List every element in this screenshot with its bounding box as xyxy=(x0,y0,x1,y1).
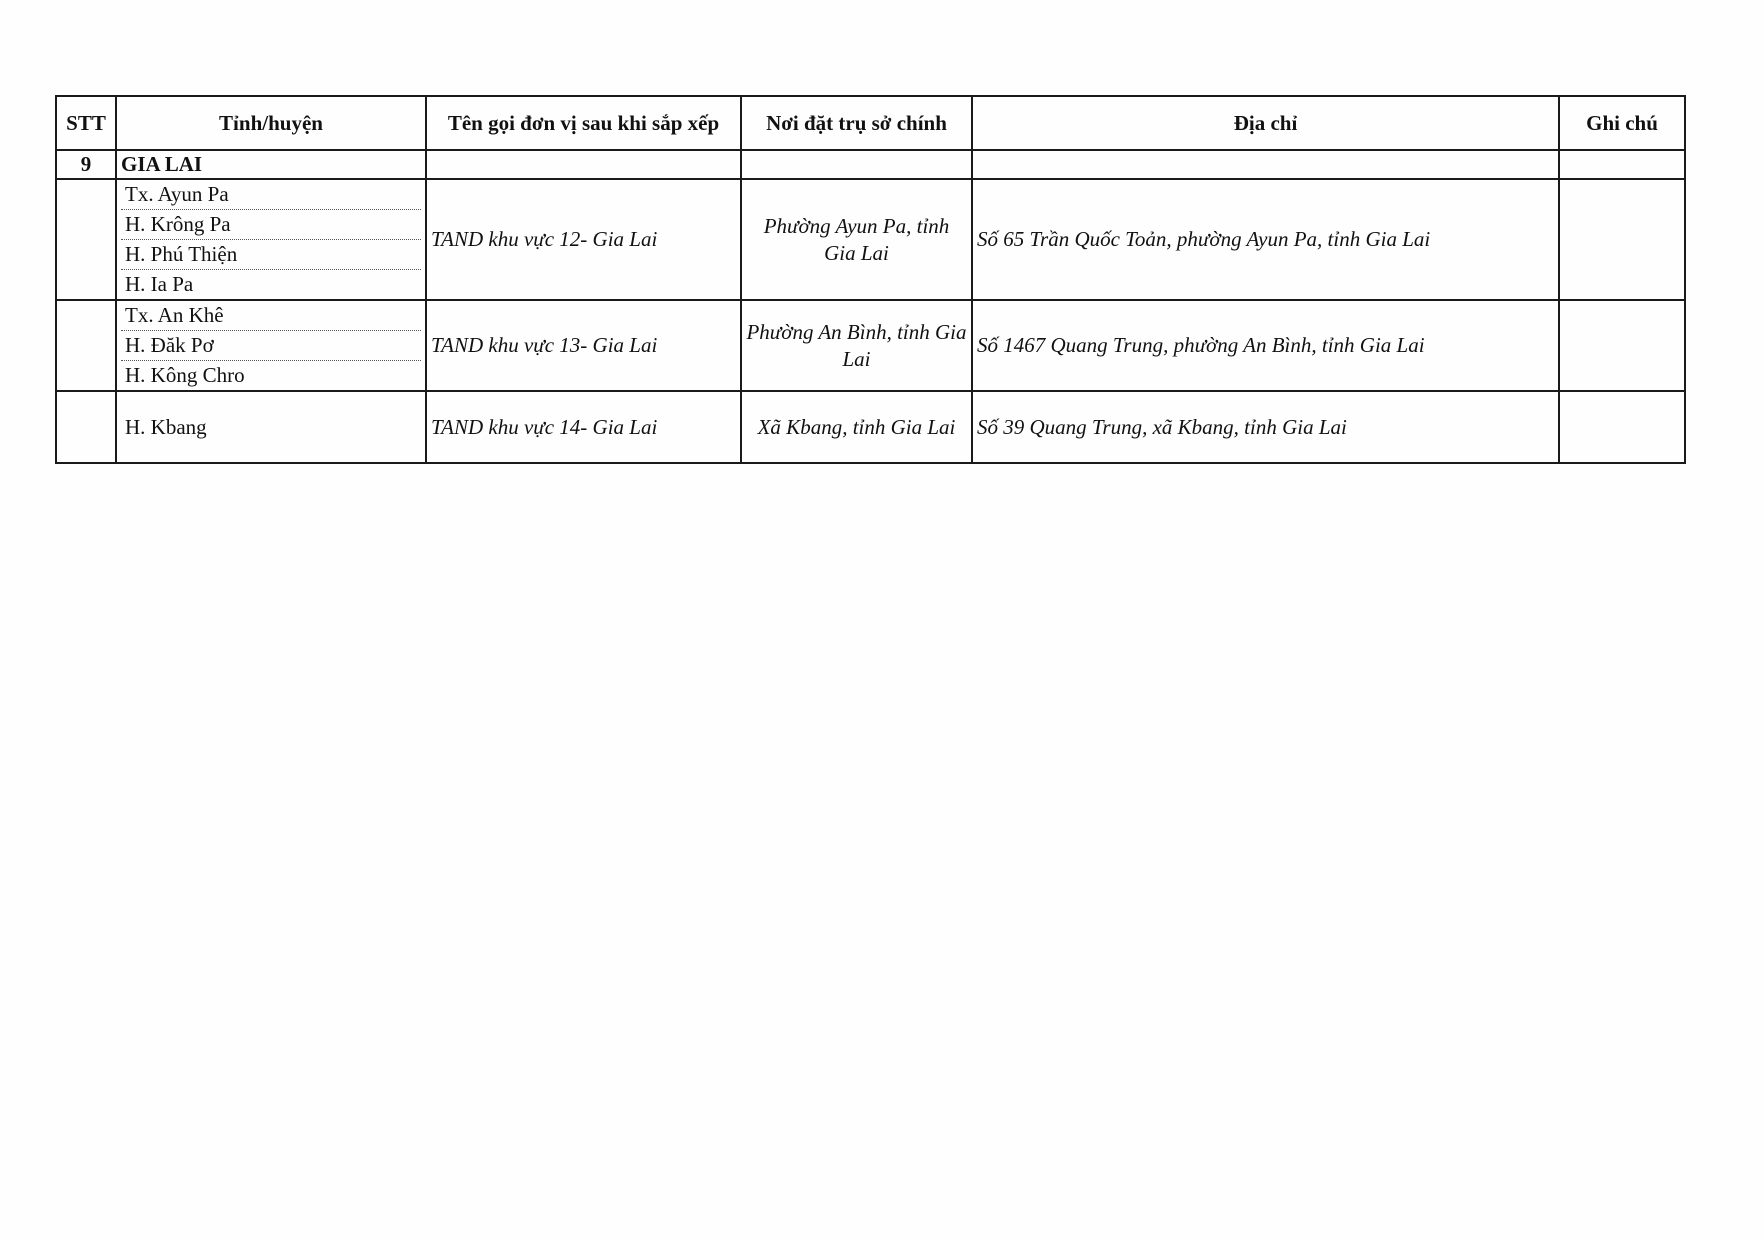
table-row xyxy=(56,391,1685,463)
district-item: H. Đăk Pơ xyxy=(121,331,421,361)
header-note: Ghi chú xyxy=(1559,96,1685,150)
district-item: Tx. Ayun Pa xyxy=(121,180,421,210)
address-cell: Số 65 Trần Quốc Toản, phường Ayun Pa, tỉnh Gia Lai xyxy=(972,179,1559,300)
district-list xyxy=(116,391,426,463)
court-units-table xyxy=(55,95,1686,464)
district-item: H. Kông Chro xyxy=(125,363,245,387)
header-address: Địa chỉ xyxy=(972,96,1559,150)
province-row xyxy=(56,150,1685,179)
province-stt: 9 xyxy=(56,150,116,179)
header-stt: STT xyxy=(56,96,116,150)
empty-cell xyxy=(972,150,1559,179)
address-cell: Số 1467 Quang Trung, phường An Bình, tỉnh Gia Lai xyxy=(972,300,1559,391)
header-unit-name: Tên gọi đơn vị sau khi sắp xếp xyxy=(426,96,741,150)
district-item: H. Kbang xyxy=(125,414,207,439)
note-cell xyxy=(1559,300,1685,391)
empty-cell xyxy=(426,150,741,179)
unit-name-cell: TAND khu vực 13- Gia Lai xyxy=(426,300,741,391)
stt-cell xyxy=(56,179,116,300)
stt-cell xyxy=(56,391,116,463)
unit-name-cell: TAND khu vực 14- Gia Lai xyxy=(426,391,741,463)
location-cell: Phường Ayun Pa, tỉnh Gia Lai xyxy=(741,179,972,300)
empty-cell xyxy=(741,150,972,179)
table-header-row xyxy=(56,96,1685,150)
district-item: H. Ia Pa xyxy=(125,272,194,296)
district-list xyxy=(116,300,426,391)
district-item: H. Krông Pa xyxy=(121,210,421,240)
note-cell xyxy=(1559,179,1685,300)
district-item: Tx. An Khê xyxy=(121,301,421,331)
table-row xyxy=(56,179,1685,300)
header-district: Tỉnh/huyện xyxy=(116,96,426,150)
district-item: H. Phú Thiện xyxy=(121,240,421,270)
district-list xyxy=(116,179,426,300)
location-cell: Xã Kbang, tỉnh Gia Lai xyxy=(741,391,972,463)
table-row xyxy=(56,300,1685,391)
location-cell: Phường An Bình, tỉnh Gia Lai xyxy=(741,300,972,391)
unit-name-cell: TAND khu vực 12- Gia Lai xyxy=(426,179,741,300)
stt-cell xyxy=(56,300,116,391)
province-name: GIA LAI xyxy=(116,150,426,179)
note-cell xyxy=(1559,391,1685,463)
empty-cell xyxy=(1559,150,1685,179)
address-cell: Số 39 Quang Trung, xã Kbang, tỉnh Gia Lai xyxy=(972,391,1559,463)
header-location: Nơi đặt trụ sở chính xyxy=(741,96,972,150)
